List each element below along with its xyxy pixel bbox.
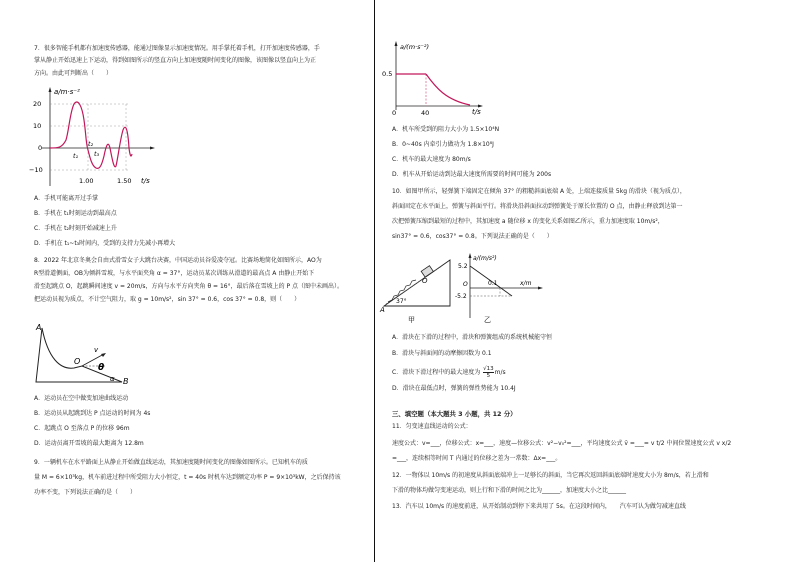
q9-option-c[interactable]: C．机车的最大速度为 80m/s	[392, 156, 471, 163]
q8-label-o: O	[74, 357, 81, 366]
q12-line2: 下滑的物体均做匀变速运动，则上行和下滑的时间之比为______，加速度大小之比______	[392, 487, 627, 494]
q10-yi-xlabel: x/m	[520, 280, 532, 287]
q8-label-a: A	[36, 323, 42, 332]
q10-stem-line1: 10．如图甲所示，轻弹簧下端固定在倾角 37° 的粗糙斜面底端 A 处，上端连接质量 5kg 的滑块（视为质点），	[392, 188, 686, 195]
q8-label-alpha: α	[110, 375, 115, 383]
q10-option-c[interactable]	[392, 366, 506, 379]
q7-option-b[interactable]: B．手机在 t₁时刻运动到最高点	[34, 210, 117, 217]
q10-yi-xtick: 0.1	[488, 280, 498, 287]
q7-ytick-20: 20	[33, 100, 42, 108]
q10-figure-yi	[455, 252, 546, 324]
q12-line1: 12．一物体以 10m/s 的初速度从斜面底端冲上一足够长的斜面，当它再次返回斜面底端时速度大小为 8m/s，若上滑和	[392, 472, 709, 479]
q8-option-c[interactable]: C．起跳点 O 至落点 P 的位移 96m	[34, 425, 130, 432]
q10-caption-jia: 甲	[408, 316, 415, 324]
q10-option-a[interactable]: A．滑块在下滑的过程中，滑块和弹簧组成的系统机械能守恒	[392, 334, 553, 341]
q10-option-b[interactable]: B．滑块与斜面间的动摩擦因数为 0.1	[392, 350, 492, 357]
q7-acceleration-curve	[50, 102, 132, 168]
q7-ytick-neg10: −10	[29, 166, 43, 174]
q7-y-arrow	[49, 87, 52, 92]
q10-label-a: A	[380, 306, 385, 314]
q9-stem-line1: 9．一辆机车在水平路面上从静止开始做直线运动，其加速度随时间变化的图像如图所示。已知机车的质	[34, 459, 308, 466]
q7-xtick-100: 1.00	[79, 177, 94, 185]
q8-option-b[interactable]: B．运动员从起跳到达 P 点运动的时间为 4s	[34, 410, 151, 417]
q8-label-b: B	[123, 377, 129, 386]
q10-option-c-text: C．滑块下滑过程中的最大速度为	[392, 369, 481, 376]
q7-t1-label: t₁	[73, 152, 79, 160]
q9-xlabel: t/s	[472, 108, 481, 116]
q9-acceleration-graph	[376, 40, 486, 118]
q7-stem-line3: 方向。由此可判断出（ ）	[34, 70, 113, 77]
q8-stem-line4: 把运动员视为质点，不计空气阻力，取 g = 10m/s²，sin 37° = 0.6，cos 37° = 0.8，则（ ）	[34, 296, 301, 303]
q10-stem-line4: sin37° = 0.6，cos37° = 0.8。下列说法正确的是（ ）	[392, 233, 553, 240]
q10-caption-yi: 乙	[484, 316, 491, 324]
q10-yi-ylabel: a/(m/s²)	[473, 255, 497, 262]
q11-line1: 速度公式：v=___，位移公式：x=___，速度—位移公式：v²−v₀²=___，平均速度公式 v̄ =___= v t/2 中间位置速度公式 v x/2	[392, 440, 732, 447]
q9-option-d[interactable]: D．机车从开始运动到达最大速度所需要的时间可能为 200s	[392, 171, 552, 178]
q10-option-c-fraction	[483, 366, 494, 379]
q9-ytick-05: 0.5	[382, 70, 393, 78]
q7-acceleration-graph	[28, 84, 158, 190]
q7-xlabel: t/s	[141, 177, 150, 185]
q10-figure-jia	[378, 250, 456, 324]
q8-stem-line2: R型滑道侧面，OB为倾斜雪坡，与水平面夹角 α = 37°，运动员某次训练从滑道的最高点 A 由静止开始下	[34, 270, 315, 277]
q7-option-c[interactable]: C．手机在 t₂时刻开始减速上升	[34, 225, 117, 232]
left-column	[0, 0, 374, 562]
q7-t3-label: t₃	[94, 150, 100, 158]
q13-line1: 13．汽车以 10m/s 的速度前进，从开始制动到停下来共用了 5s。在这段时间内， 汽车可认为做匀减速直线	[392, 503, 686, 510]
q8-stem-line1: 8．2022 年北京冬奥会自由式滑雪女子大跳台决赛，中国运动员谷爱凌夺冠。比赛场地简化如图所示，AO为	[34, 257, 322, 264]
q10-stem-line3: 次把弹簧压缩到最短的过程中，其加速度 a 随位移 x 的变化关系如图乙所示，重力加速度取 10m/s²，	[392, 218, 664, 225]
q8-ski-slope-figure	[30, 318, 140, 390]
q9-stem-line2: 量 M = 6×10³kg，机车前进过程中所受阻力大小恒定，t = 40s 时机车达到额定功率 P = 9×10³kW，之后保持该	[34, 474, 341, 481]
q8-option-d[interactable]: D．运动员离开雪坡的最大距离为 12.8m	[34, 440, 144, 447]
q9-ylabel: a/(m·s⁻²)	[400, 43, 430, 51]
q10-incline	[384, 260, 450, 306]
q10-fraction-denominator: 5	[486, 373, 491, 379]
q8-option-a[interactable]: A．运动员在空中做变加速曲线运动	[34, 395, 129, 402]
q7-ytick-0: 0	[38, 144, 43, 152]
q11-line2: =___，连续相等时间 T 内通过的位移之差为一常数：Δx=___。	[392, 455, 562, 462]
q8-stem-line3: 滑至起跳点 O，起跳瞬间速度 v = 20m/s，方向与水平方向夹角 θ = 16°，最后落在雪坡上的 P 点（图中未画出）。	[34, 283, 344, 290]
q10-angle-label: 37°	[396, 298, 407, 305]
section3-title: 三、填空题（本大题共 3 小题，共 12 分）	[392, 410, 517, 418]
q10-yi-ytop: 5.2	[458, 263, 468, 270]
q10-label-o: O	[422, 277, 428, 285]
q7-t2-label: t₂	[88, 140, 94, 148]
q10-option-d[interactable]: D．滑块在最低点时，弹簧的弹性势能为 10.4J	[392, 385, 516, 392]
q8-slope-outline	[36, 328, 122, 382]
q9-decay-curve	[426, 74, 470, 105]
q10-fraction-numerator: √13	[483, 366, 494, 372]
q11-stem: 11．匀变速直线运动的公式：	[392, 423, 472, 430]
q10-block	[421, 266, 433, 277]
q7-option-a[interactable]: A．手机可能离开过手掌	[34, 195, 99, 202]
right-column	[374, 0, 794, 562]
q9-option-a[interactable]: A．机车所受到的阻力大小为 1.5×10⁴N	[392, 126, 500, 133]
q9-option-b[interactable]: B．0~40s 内牵引力做功为 1.8×10⁸J	[392, 141, 494, 148]
q7-ylabel: a/m·s⁻²	[54, 88, 80, 96]
q8-label-theta: θ	[98, 363, 105, 373]
q7-x-arrow	[150, 147, 155, 150]
q9-xtick-40: 40	[421, 109, 430, 117]
q7-option-d[interactable]: D．手机在 t₁~t₃时间内，受到的支持力先减小再增大	[34, 240, 176, 247]
q10-stem-line2: 斜面固定在水平面上，弹簧与斜面平行。将滑块沿斜面拉动到弹簧处于原长位置的 O 点，由静止释放到达第一	[392, 203, 683, 210]
q7-ytick-10: 10	[33, 122, 42, 130]
q10-yi-ybottom: -5.2	[455, 293, 467, 300]
q7-stem-line1: 7．很多智能手机都有加速度传感器，能通过图像显示加速度情况。用手掌托着手机，打开加速度传感器，手	[34, 45, 320, 52]
q7-stem-line2: 掌从静止开始迅速上下运动，得到如图所示的竖直方向上加速度随时间变化的图像，该图像以竖直向上为正	[34, 57, 317, 64]
q9-stem-line3: 功率不变，下列说法正确的是（ ）	[34, 489, 137, 496]
q10-fraction-unit: m/s	[494, 369, 506, 376]
q7-xtick-150: 1.50	[117, 177, 132, 185]
q8-label-v: v	[94, 346, 99, 354]
q10-yi-origin: O	[463, 281, 468, 288]
q9-xtick-0: 0	[392, 109, 397, 117]
